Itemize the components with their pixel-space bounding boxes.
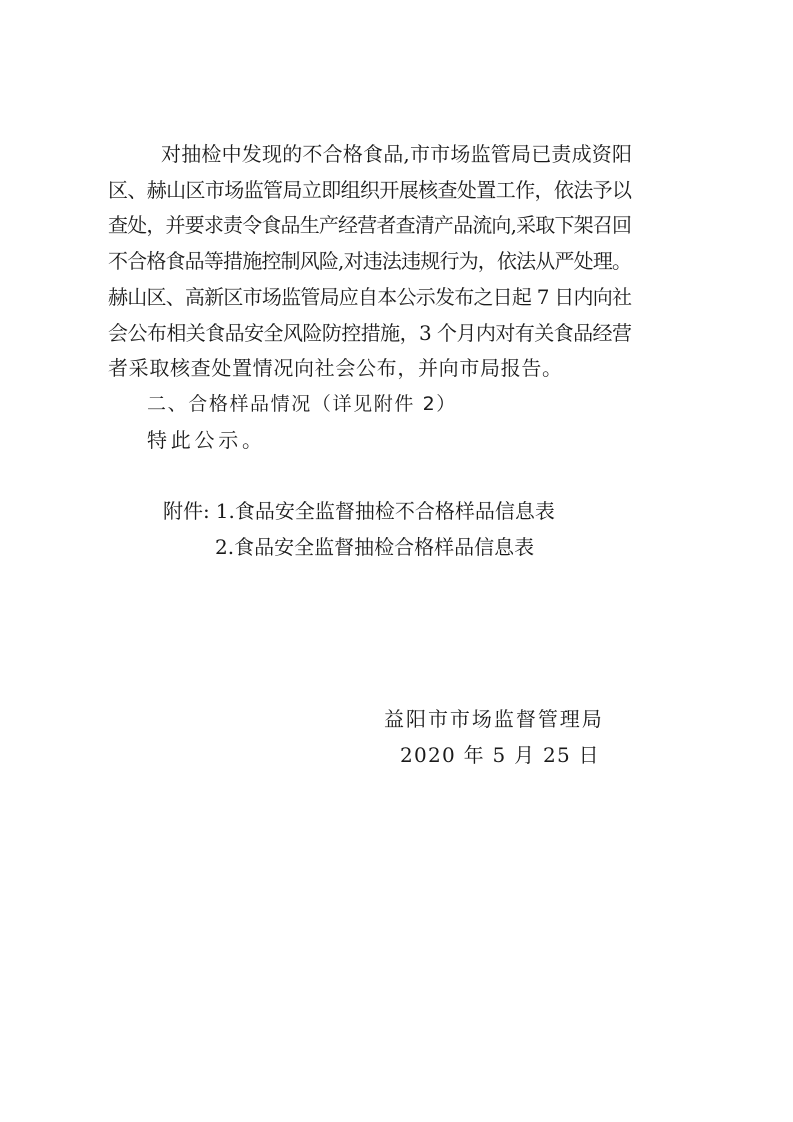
paragraph-line-7	[108, 356, 562, 380]
signature-date	[400, 743, 600, 767]
date-text: 2020 年 5 月 25 日	[400, 743, 600, 767]
section-heading-text: 二、合格样品情况（详见附件 2）	[147, 393, 457, 415]
paragraph-text: 者采取核查处置情况向社会公布，并向市局报告。	[108, 356, 563, 380]
paragraph-line-6	[108, 321, 632, 345]
attachment-label: 附件:	[163, 499, 210, 523]
paragraph-text: 区、赫山区市场监管局立即组织开展核查处置工作，依法予以	[108, 178, 632, 202]
attachment-item: 1.食品安全监督抽检不合格样品信息表	[215, 499, 555, 523]
paragraph-text: 不合格食品等措施控制风险,对违法违规行为，依法从严处理。	[108, 249, 632, 273]
attachment-line-1	[163, 499, 603, 523]
organization-text: 益阳市市场监督管理局	[384, 707, 604, 731]
signature-organization	[384, 707, 604, 731]
closing-line	[147, 428, 267, 452]
paragraph-text: 会公布相关食品安全风险防控措施，3 个月内对有关食品经营	[108, 321, 632, 345]
paragraph-text: 查处，并要求责令食品生产经营者查清产品流向,采取下架召回	[108, 213, 632, 237]
attachment-item: 2.食品安全监督抽检合格样品信息表	[215, 535, 535, 559]
closing-text: 特此公示。	[147, 428, 266, 452]
paragraph-line-1	[161, 142, 632, 166]
paragraph-text: 对抽检中发现的不合格食品,市市场监管局已责成资阳	[161, 142, 633, 166]
paragraph-text: 赫山区、高新区市场监管局应自本公示发布之日起 7 日内向社	[108, 285, 632, 309]
paragraph-line-3	[108, 213, 632, 237]
attachment-line-2	[215, 535, 615, 559]
section-heading	[147, 392, 457, 416]
paragraph-line-2	[108, 178, 632, 202]
paragraph-line-4	[108, 249, 632, 273]
paragraph-line-5	[108, 285, 632, 309]
